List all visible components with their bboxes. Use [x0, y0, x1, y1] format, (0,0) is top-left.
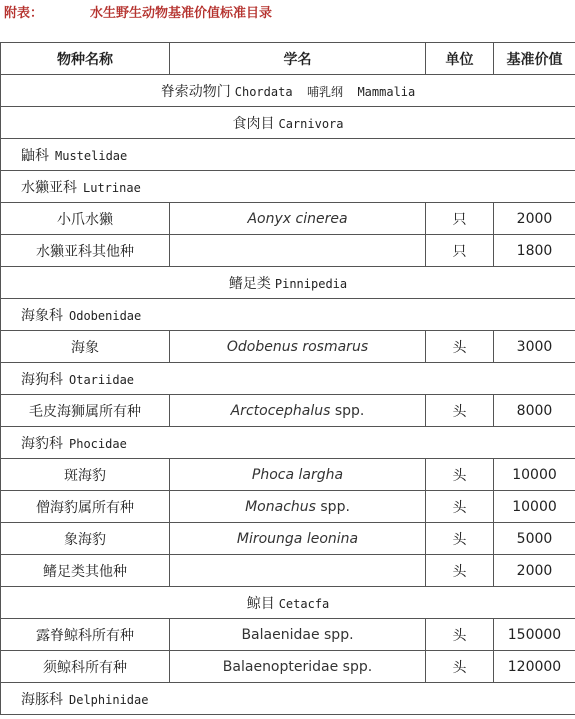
family-row — [1, 299, 575, 331]
species-row — [1, 331, 575, 363]
scientific-name: Balaenopteridae spp. — [170, 651, 426, 683]
family-chinese: 海豹科 — [21, 435, 63, 452]
section-latin: Chordata 哺乳纲 Mammalia — [234, 84, 416, 99]
scientific-genus: Arctocephalus — [230, 402, 331, 419]
base-value: 10000 — [494, 491, 575, 523]
species-row — [1, 523, 575, 555]
family-row — [1, 171, 575, 203]
scientific-genus: Phoca largha — [251, 466, 344, 483]
scientific-name — [170, 395, 426, 427]
family-cell — [1, 171, 575, 203]
scientific-name — [170, 491, 426, 523]
unit: 只 — [426, 235, 494, 267]
table-header-row — [1, 43, 575, 75]
section-row — [1, 75, 575, 107]
family-latin: Otariidae — [69, 372, 135, 387]
unit: 头 — [426, 459, 494, 491]
unit: 头 — [426, 523, 494, 555]
species-row — [1, 491, 575, 523]
family-cell — [1, 683, 575, 715]
section-row — [1, 107, 575, 139]
col-header-base-value: 基准价值 — [494, 43, 575, 75]
family-latin: Mustelidae — [55, 148, 128, 163]
appendix-label: 附表： — [4, 6, 44, 21]
species-row — [1, 555, 575, 587]
section-cell — [1, 75, 575, 107]
family-latin: Phocidae — [69, 436, 127, 451]
unit: 头 — [426, 651, 494, 683]
scientific-suffix: spp. — [315, 498, 350, 515]
base-value: 2000 — [494, 555, 575, 587]
family-row — [1, 427, 575, 459]
appendix-title: 水生野生动物基准价值标准目录 — [90, 6, 273, 21]
species-row — [1, 651, 575, 683]
species-name: 须鲸科所有种 — [1, 651, 170, 683]
section-cell — [1, 267, 575, 299]
family-cell — [1, 427, 575, 459]
family-row — [1, 363, 575, 395]
section-row — [1, 267, 575, 299]
scientific-genus: Odobenus rosmarus — [226, 338, 369, 355]
species-name: 露脊鲸科所有种 — [1, 619, 170, 651]
base-value: 120000 — [494, 651, 575, 683]
unit: 头 — [426, 555, 494, 587]
base-value: 3000 — [494, 331, 575, 363]
scientific-genus: Monachus — [245, 498, 316, 515]
scientific-name — [170, 459, 426, 491]
section-latin: Pinnipedia — [274, 276, 348, 291]
col-header-unit: 单位 — [426, 43, 494, 75]
species-name: 僧海豹属所有种 — [1, 491, 170, 523]
section-latin: Cetacfa — [278, 596, 330, 611]
species-name: 鳍足类其他种 — [1, 555, 170, 587]
unit: 头 — [426, 619, 494, 651]
family-chinese: 鼬科 — [21, 147, 49, 164]
species-name: 象海豹 — [1, 523, 170, 555]
unit: 头 — [426, 395, 494, 427]
family-latin: Odobenidae — [69, 308, 142, 323]
family-cell — [1, 299, 575, 331]
species-row — [1, 395, 575, 427]
section-cell — [1, 107, 575, 139]
scientific-name: Balaenidae spp. — [170, 619, 426, 651]
section-chinese: 鲸目 — [246, 595, 275, 612]
species-name: 毛皮海狮属所有种 — [1, 395, 170, 427]
base-value: 8000 — [494, 395, 575, 427]
base-value: 150000 — [494, 619, 575, 651]
scientific-suffix: spp. — [330, 402, 365, 419]
species-name: 斑海豹 — [1, 459, 170, 491]
species-row — [1, 619, 575, 651]
family-row — [1, 139, 575, 171]
scientific-genus: Aonyx cinerea — [247, 210, 348, 227]
section-chinese: 脊索动物门 — [160, 83, 231, 100]
col-header-scientific-name: 学名 — [170, 43, 426, 75]
col-header-species-name: 物种名称 — [1, 43, 170, 75]
species-name: 海象 — [1, 331, 170, 363]
base-value: 5000 — [494, 523, 575, 555]
family-chinese: 海狗科 — [21, 371, 63, 388]
base-value: 1800 — [494, 235, 575, 267]
family-chinese: 海豚科 — [21, 691, 63, 708]
section-row — [1, 587, 575, 619]
unit: 头 — [426, 491, 494, 523]
scientific-name — [170, 331, 426, 363]
table-body — [1, 75, 575, 715]
family-cell — [1, 363, 575, 395]
family-latin: Lutrinae — [83, 180, 141, 195]
scientific-name — [170, 555, 426, 587]
section-chinese: 鳍足类 — [228, 275, 271, 292]
unit: 只 — [426, 203, 494, 235]
species-value-table — [0, 42, 575, 715]
unit: 头 — [426, 331, 494, 363]
species-name: 水獭亚科其他种 — [1, 235, 170, 267]
section-chinese: 食肉目 — [232, 115, 275, 132]
species-name: 小爪水獭 — [1, 203, 170, 235]
species-row — [1, 203, 575, 235]
section-latin: Carnivora — [278, 116, 344, 131]
species-row — [1, 459, 575, 491]
family-chinese: 海象科 — [21, 307, 63, 324]
family-row — [1, 683, 575, 715]
base-value: 2000 — [494, 203, 575, 235]
base-value: 10000 — [494, 459, 575, 491]
section-cell — [1, 587, 575, 619]
scientific-name — [170, 235, 426, 267]
scientific-genus: Mirounga leonina — [236, 530, 359, 547]
family-chinese: 水獭亚科 — [21, 179, 77, 196]
family-latin: Delphinidae — [69, 692, 149, 707]
species-row — [1, 235, 575, 267]
scientific-name — [170, 523, 426, 555]
family-cell — [1, 139, 575, 171]
scientific-name — [170, 203, 426, 235]
